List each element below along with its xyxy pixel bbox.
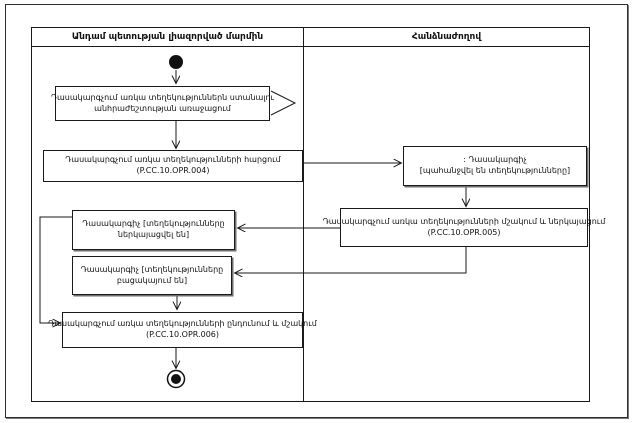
action-info-request-line2: (P.CC.10.OPR.004) bbox=[136, 166, 210, 175]
action-info-request bbox=[43, 150, 303, 182]
action-need-emergence-line1: Դասակարգչում առկա տեղեկություններն ստանալու bbox=[50, 92, 275, 102]
action-info-request-line1: Դասակարգչում առկա տեղեկությունների հարցում bbox=[65, 155, 281, 165]
object-classifier-presented bbox=[72, 210, 235, 250]
object-classifier-absent-line1: Դասակարգիչ [տեղեկությունները bbox=[80, 264, 224, 274]
action-info-reception-processing-line2: (P.CC.10.OPR.006) bbox=[145, 330, 219, 339]
object-classifier-requested-line2: [պահանջվել են տեղեկությունները] bbox=[419, 166, 571, 175]
object-classifier-absent-line2: բացակայում են] bbox=[116, 275, 188, 285]
arrow-processing-to-absent bbox=[235, 247, 466, 273]
object-classifier-requested-line1: : Դասակարգիչ bbox=[463, 155, 527, 165]
action-info-processing-presentation bbox=[322, 208, 606, 247]
send-signal-chevron-icon bbox=[271, 91, 295, 115]
action-info-processing-presentation-line1: Դասակարգչում առկա տեղեկությունների մշակում և ներկայացում bbox=[322, 216, 606, 226]
action-info-reception-processing-line1: Դասակարգչում առկա տեղեկությունների ընդունում և մշակում bbox=[48, 319, 317, 329]
action-info-processing-presentation-line2: (P.CC.10.OPR.005) bbox=[427, 227, 501, 237]
lane-header-authorized-body-label: Անդամ պետության լիազորված մարմին bbox=[71, 32, 264, 42]
object-classifier-requested bbox=[403, 146, 587, 186]
object-classifier-presented-line2: ներկայացվել են] bbox=[117, 230, 190, 239]
arrow-presented-to-reception bbox=[40, 217, 72, 323]
action-need-emergence bbox=[50, 86, 275, 121]
action-need-emergence-line2: անհրաժեշտության առաջացում bbox=[94, 103, 231, 113]
end-node-inner bbox=[171, 374, 181, 384]
action-info-reception-processing bbox=[48, 312, 317, 348]
object-classifier-presented-line1: Դասակարգիչ [տեղեկությունները bbox=[82, 219, 225, 229]
lane-header-commission-label: Հանձնաժողով bbox=[411, 32, 482, 42]
start-node bbox=[169, 55, 183, 69]
object-classifier-absent bbox=[72, 256, 232, 295]
